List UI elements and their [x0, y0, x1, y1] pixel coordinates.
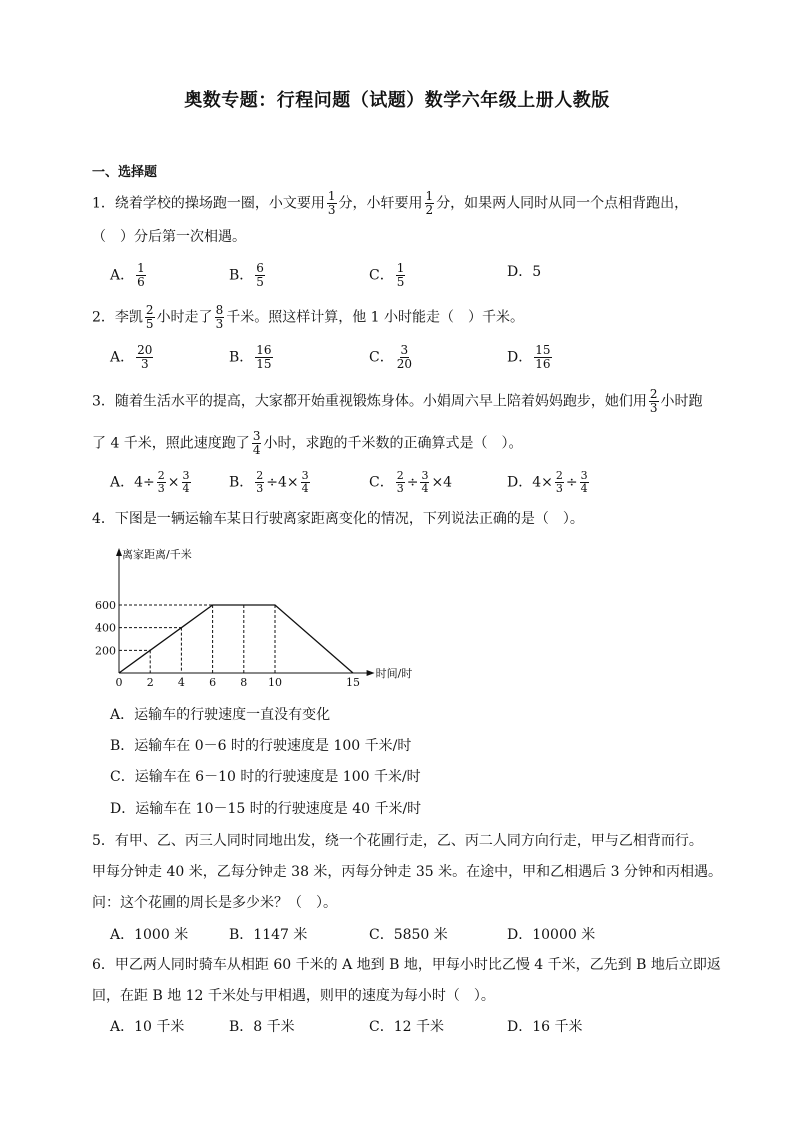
q2-option-c[interactable]: C． $\frac{3}{20}$ [369, 343, 412, 371]
q6-option-a[interactable]: A．10 千米 [110, 1019, 185, 1035]
q4-option-b[interactable]: B．运输车在 0－6 时的行驶速度是 100 千米/时 [110, 738, 412, 754]
y-axis-label: 离家距离/千米 [122, 548, 192, 561]
question-5-line3: 问：这个花圃的周长是多少米？（ ）。 [92, 895, 337, 911]
question-1-line2: （ ）分后第一次相遇。 [92, 229, 246, 245]
q4-option-a[interactable]: A．运输车的行驶速度一直没有变化 [110, 707, 331, 723]
q4-option-c[interactable]: C．运输车在 6－10 时的行驶速度是 100 千米/时 [110, 769, 421, 785]
q5-option-c[interactable]: C．5850 米 [369, 927, 448, 943]
x-tick-label: 2 [146, 676, 154, 689]
q2-option-d[interactable]: D． $\frac{15}{16}$ [507, 343, 551, 371]
q3-option-c[interactable]: C． $\frac{2}{3}$ ÷ $\frac{3}{4}$ ×4 [369, 469, 453, 495]
q6-option-d[interactable]: D．16 千米 [507, 1019, 583, 1035]
x-tick-label: 0 [115, 676, 123, 689]
question-2-text: 2．李凯 $\frac{2}{5}$ 小时走了 $\frac{8}{3}$ 千米。照这样计算，他 1 小时能走（ ）千米。 [92, 303, 525, 331]
q3-option-d[interactable]: D．4× $\frac{2}{3}$ ÷ $\frac{3}{4}$ [507, 469, 588, 495]
x-tick-label: 10 [268, 676, 282, 689]
question-6-line1: 6．甲乙两人同时骑车从相距 60 千米的 A 地到 B 地，甲每小时比乙慢 4 千米，乙先到 B 地后立即返 [92, 957, 721, 973]
fraction: $\frac{1}{3}$ [327, 189, 336, 217]
q4-option-d[interactable]: D．运输车在 10－15 时的行驶速度是 40 千米/时 [110, 801, 422, 817]
q5-option-d[interactable]: D．10000 米 [507, 927, 596, 943]
q1-option-d[interactable]: D．5 [507, 264, 542, 280]
x-axis-arrow [367, 670, 375, 676]
question-6-line2: 回，在距 B 地 12 千米处与甲相遇，则甲的速度为每小时（ ）。 [92, 988, 495, 1004]
x-axis-label: 时间/时 [375, 667, 413, 680]
chart-guides [119, 605, 275, 673]
question-4-text: 4．下图是一辆运输车某日行驶离家距离变化的情况，下列说法正确的是（ ）。 [92, 511, 584, 527]
q1-option-c[interactable]: C． $\frac{1}{5}$ [369, 261, 405, 289]
q2-option-b[interactable]: B． $\frac{16}{15}$ [229, 343, 272, 371]
fraction: $\frac{1}{2}$ [425, 189, 434, 217]
q1-option-a[interactable]: A． $\frac{1}{6}$ [110, 261, 145, 289]
q5-option-a[interactable]: A．1000 米 [110, 927, 189, 943]
q1-option-b[interactable]: B． $\frac{6}{5}$ [229, 261, 264, 289]
x-tick-label: 15 [346, 676, 360, 689]
section-heading: 一、选择题 [92, 165, 158, 180]
q6-option-c[interactable]: C．12 千米 [369, 1019, 444, 1035]
question-3-line2: 了 4 千米，照此速度跑了 $\frac{3}{4}$ 小时，求跑的千米数的正确算式是（ ）。 [92, 429, 523, 457]
y-tick-label: 400 [95, 621, 116, 635]
y-tick-label: 600 [95, 599, 116, 613]
question-5-line2: 甲每分钟走 40 米，乙每分钟走 38 米，丙每分钟走 35 米。在途中，甲和乙相遇后 3 分钟和丙相遇。 [92, 864, 722, 880]
question-1-text: 1．绕着学校的操场跑一圈，小文要用 $\frac{1}{3}$ 分，小轩要用 $\frac{1}{2}$ 分，如果两人同时从同一个点相背跑出， [92, 189, 689, 217]
x-tick-label: 6 [209, 676, 217, 689]
distance-time-chart [95, 542, 414, 690]
series-line [119, 605, 353, 673]
q2-option-a[interactable]: A． $\frac{20}{3}$ [110, 343, 153, 371]
q3-option-b[interactable]: B． $\frac{2}{3}$ ÷4× $\frac{3}{4}$ [229, 469, 309, 495]
page-title: 奥数专题：行程问题（试题）数学六年级上册人教版 [184, 90, 610, 111]
q3-option-a[interactable]: A．4÷ $\frac{2}{3}$ × $\frac{3}{4}$ [110, 469, 190, 495]
x-tick-label: 8 [240, 676, 248, 689]
q6-option-b[interactable]: B．8 千米 [229, 1019, 295, 1035]
question-3-text: 3．随着生活水平的提高，大家都开始重视锻炼身体。小娟周六早上陪着妈妈跑步，她们用 $\frac{2}{3}$ 小时跑 [92, 387, 703, 415]
y-tick-label: 200 [95, 644, 116, 658]
question-5-line1: 5．有甲、乙、丙三人同时同地出发，绕一个花圃行走，乙、丙二人同方向行走，甲与乙相背而行。 [92, 833, 703, 849]
q5-option-b[interactable]: B．1147 米 [229, 927, 308, 943]
x-tick-label: 4 [177, 676, 185, 689]
